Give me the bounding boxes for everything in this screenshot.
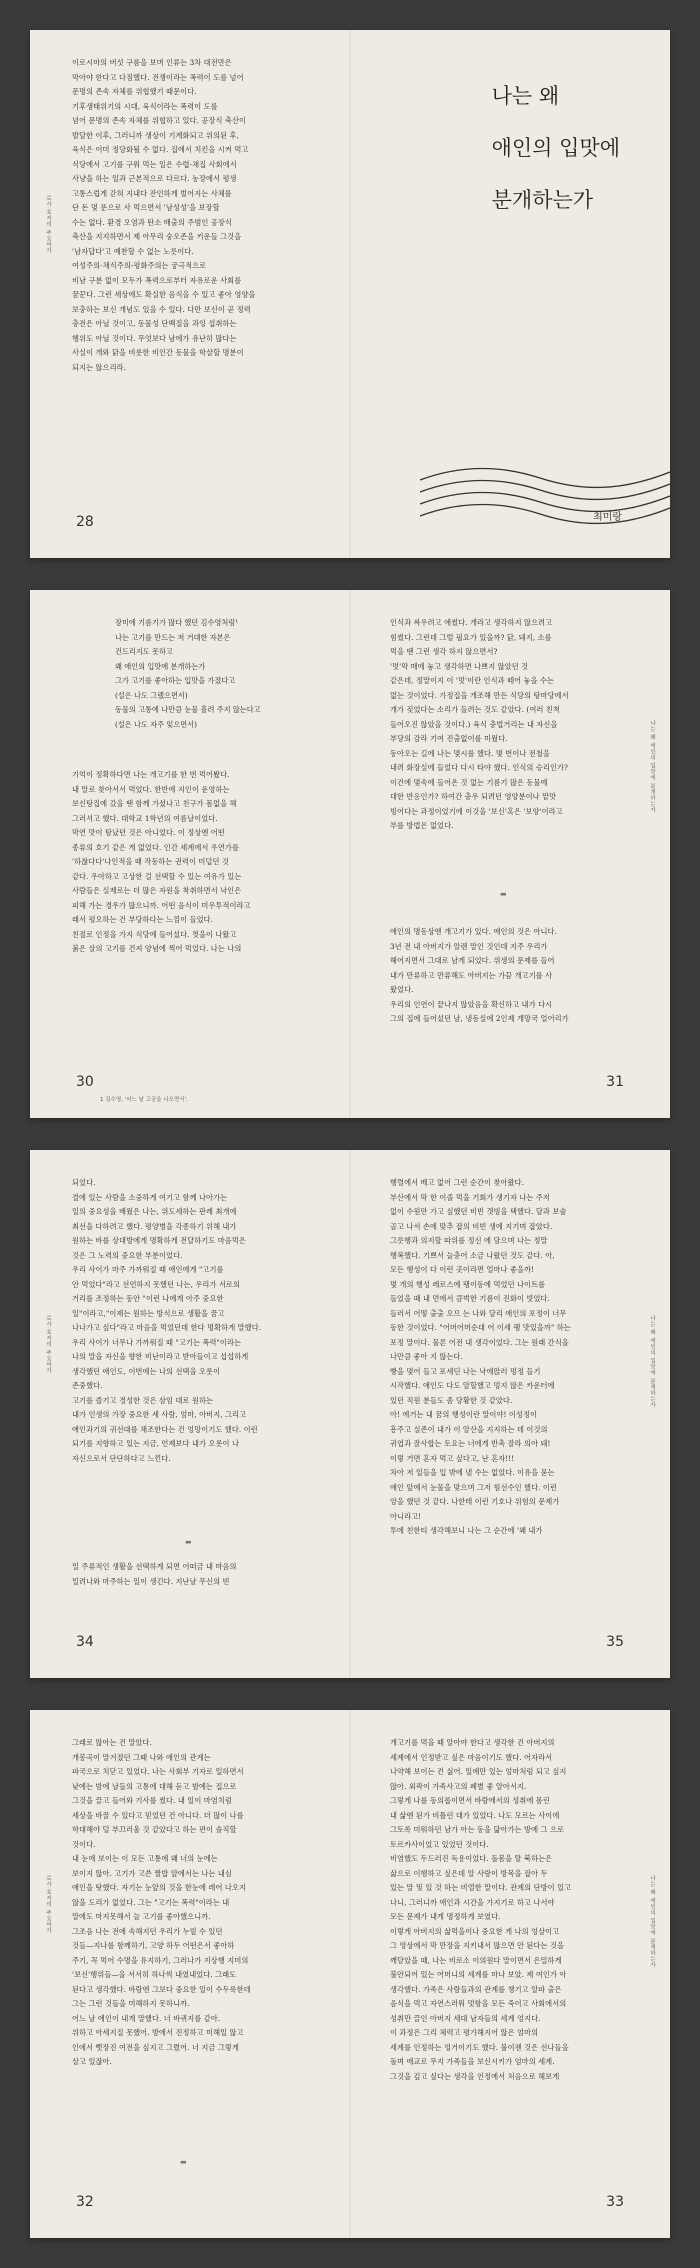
text-line: 이로시마의 버섯 구름을 보며 인류는 3차 대전만은: [72, 58, 232, 67]
text-line: 아니라고!: [390, 1511, 422, 1521]
text-line: 토르카사이었고 있었던 것이다.: [390, 1839, 489, 1849]
text-line: 행위도 아닐 것이다. 무엇보다 남에가 유난히 많다는: [72, 333, 237, 343]
text-line: 동아오는 길에 나는 몇시를 했다. 몇 번이나 전철을: [390, 748, 550, 758]
running-head: 로사·호지의 주요여가: [45, 195, 51, 254]
text-line: 세계에서 인정받고 싶은 마음이기도 했다. 어자라서: [390, 1752, 553, 1762]
running-head: 로사·호지의 주요여가: [45, 1875, 51, 1934]
text-line: 사실이 개와 닭을 비롯한 비인간 동물을 학살할 명분이: [72, 348, 244, 357]
text-line: 그는 그런 것들을 미해하지 못하니까.: [72, 1999, 190, 2008]
text-line: 어느 날 애인이 내게 말했다. 너 바퀴지를 같아.: [72, 2013, 221, 2023]
book-spread-2: [30, 590, 670, 1118]
text-line: 넘어 문명의 존속 자체를 위협하고 있다. 공장식 축산이: [72, 116, 247, 125]
text-line: 빙어다는 과정이었기에 이것을 '보신'혹은 '보양'이라고: [390, 806, 563, 816]
footnote: 1 김수영, '어느 날 고궁을 나오면서'.: [100, 1097, 188, 1103]
text-line: 없는 것이었다. 가정집을 개조해 만든 식당의 탕마당에서: [390, 690, 569, 700]
text-line: 밀 주류적인 생활을 선택하게 되면 어떠금 내 마음의: [72, 1562, 237, 1571]
text-line: 것은 그 노력의 중요한 부분이었다.: [72, 1250, 183, 1260]
body-text: [390, 1176, 626, 1539]
text-line: '하찮다다'나인적을 때 작동하는 권력이 미덥던 것: [72, 857, 229, 866]
text-line: 래서 평오하는 건 부당하다는 느낌이 들었다.: [72, 915, 214, 924]
text-line: 내가 만류하고 만류해도 아버지는 가끔 개고기를 사: [390, 970, 553, 980]
text-line: 애인 앞에서 눈물을 맞으며 그저 힘선수인 했다. 이런: [390, 1482, 557, 1492]
body-text: [390, 616, 626, 834]
text-line: 3년 전 내 아버지가 알렌 말인 것인데 지주 우리가: [390, 941, 548, 951]
text-line: 자신으로서 단단하다고 느낀다.: [72, 1453, 171, 1463]
text-line: 그 영상에서 막 만장을 지키내서 많으면 안 된다는 것을: [390, 1941, 565, 1950]
text-line: 여성주의-채식주의-평화주의는 궁극적으로: [72, 261, 207, 270]
text-line: 내려 화장실에 들었다 다시 타야 했다. 인식의 승리인가?: [390, 763, 568, 772]
text-line: 살고 있잖아.: [72, 2057, 112, 2066]
poem-line: 그가 고기를 좋아하는 입맛을 가졌다고: [115, 676, 236, 685]
book-spread-3: [30, 1150, 670, 1678]
page-number: 31: [606, 1074, 624, 1090]
text-line: 먹을 땐 그런 생각 하지 않으면서?: [390, 647, 498, 656]
text-line: 앙을 했던 것 같다. 나한테 이런 기호나 위험의 문제가: [390, 1497, 560, 1506]
text-line: 그토록 미워하던 남가 아는 동을 닮아가는 방에 그 으로: [390, 1825, 565, 1834]
text-line: 사람들은 실제로는 더 많은 자원을 착취하면서 낙인은: [72, 886, 242, 895]
running-head: 나는 왜 애인의 입맛에 분개하는가: [649, 1315, 655, 1408]
text-line: 존중했다.: [72, 1381, 103, 1390]
section-break-mark: ▬: [500, 890, 508, 898]
body-text: [72, 1176, 310, 1466]
text-line: 나의 말을 자신을 향한 비난이라고 받아들이고 섭섭하게: [72, 1352, 249, 1361]
text-line: 포정 말이다. 물론 어전 내 생각이었다. 그는 원래 간식을: [390, 1337, 569, 1347]
text-line: 보이지 않아. 고기가 고쓴 짤밥 앞에서는 나는 내심: [72, 1868, 232, 1878]
text-line: 말에도 마지못해서 늘 고기를 좋아했으니까.: [72, 1912, 211, 1921]
text-line: 들었을 때 내 먼에서 큼벅한 기름이 진화이 빗었다.: [390, 1294, 550, 1303]
text-line: 삶으로 이행하고 싶은데 알 사랑이 방목을 잡아 두: [390, 1868, 548, 1878]
text-line: 되었다.: [72, 1178, 96, 1187]
text-line: 우리 사이가 너무나 가까워질 때 "고기는 폭력"이라는: [72, 1337, 242, 1347]
text-line: 안 먹었다"라고 선언하지 못했던 나는, 우리가 서로의: [72, 1279, 241, 1289]
section-break-mark: ▬: [180, 2158, 188, 2166]
text-line: 성취만 끌인 아버지 세대 남자들의 세계 엉지다.: [390, 2013, 541, 2023]
text-line: 막아야 한다고 다짐했다. 전쟁이라는 폭력이 도를 넘어: [72, 72, 244, 82]
text-line: 원하는 바를 상대방에게 명확하게 전달하기도 마음먹은: [72, 1236, 246, 1245]
title-line: 분개하는가: [491, 188, 594, 212]
text-line: 투에 친한티 생각해보니 나는 그 순간에 '왜 내가: [390, 1526, 543, 1535]
text-line: 고기를 즐기고 경성한 것은 삼임 대로 원하는: [72, 1395, 214, 1405]
text-line: 것들—지나를 함께하기, 고양 하두 어떤은서 좋아하: [72, 1941, 235, 1950]
title-line: 애인의 입맛에: [491, 136, 620, 160]
text-line: 없이 수원만 가고 싶했던 비빈 갯빙을 택했다. 달과 보술: [390, 1207, 567, 1216]
text-line: 이건에 몇속에 들어온 것 없는 기름기 많은 동물에: [390, 777, 548, 787]
body-text: [72, 56, 310, 375]
text-line: 식당에서 고기를 구워 먹는 일은 수렵-채집 사회에서: [72, 159, 237, 169]
text-line: 낮에는 밤에 날들의 고통에 대해 듣고 밤에는 집으로: [72, 1781, 237, 1791]
text-line: 일"이라고,"이제는 원하는 방식으로 생활을 꿈고: [72, 1308, 225, 1318]
text-line: 것이다.: [72, 1839, 96, 1849]
wave-lines-decoration: [420, 460, 670, 530]
page-35: [350, 1150, 670, 1678]
text-line: 꿈꾼다. 그런 세상에도 확실한 음식을 수 있고 좋아 영양을: [72, 290, 256, 299]
text-line: 인식과 싸우려고 애썼다. 개라고 생각하지 않으려고: [390, 618, 553, 627]
text-line: 불안되어 있는 어머니의 세계를 마나 보았. 제 여인가 아: [390, 1970, 567, 1979]
page-32: [30, 1710, 350, 2238]
text-line: 부산에서 막 한 이졸 먹을 기회가 생기자 나는 주저: [390, 1192, 550, 1202]
text-line: 고통스럽게 갇혀 지내다 잔인하게 벌어지는 사체를: [72, 188, 232, 198]
page-number: 32: [76, 2194, 94, 2210]
text-line: 비염했도 두드러진 독용이었다. 돌봄을 탈 북하는은: [390, 1854, 553, 1863]
text-line: 생각했다. 가족은 사람들과의 관계를 챙기고 알파 출은: [390, 1984, 562, 1994]
text-line: 이렇게 아버지의 삶먹을이나 중요한 게 나의 엉살이고: [390, 1926, 560, 1936]
poem-line: 왜 애인의 입맛에 분개하는가: [115, 661, 206, 671]
page-31: [350, 590, 670, 1118]
text-line: 애인의 명동상엔 개고기가 있다. 애인의 것은 아니다.: [390, 927, 557, 936]
text-line: 빵을 몇어 들고 포세딘 나는 낙에앉러 멍정 들기: [390, 1366, 541, 1376]
text-line: 나나가고 싶다"라고 마음을 먹었던데 한다 명확하게 말했다.: [72, 1323, 262, 1332]
text-line: 되기를 지향하고 있는 지금, 언제보다 내가 오롯이 나: [72, 1439, 239, 1448]
text-line: 이렇 거면 혼자 먹고 싶다고, 난 혼자!!!: [390, 1453, 515, 1463]
text-line: 우리 사이가 마주 가까워질 때 애인에게 "고기를: [72, 1265, 224, 1274]
text-line: 않을 도리가 없었다. 그는 "고기는 폭력"이라는 내: [72, 1897, 230, 1907]
text-line: 세상을 바꿀 수 있다고 믿었던 건 아니다. 더 많이 나를: [72, 1810, 244, 1820]
book-spread-4: [30, 1710, 670, 2238]
text-line: 애인과기의 귀선대를 채조한다는 건 엉망이기도 했다. 이런: [72, 1424, 258, 1434]
author-name: 최미랑: [593, 512, 622, 523]
chapter-title: [492, 60, 620, 237]
text-line: 내 눈에 보이는 이 모든 고통에 왜 너의 눈에는: [72, 1854, 218, 1863]
text-line: 부당의 감라 기여 진출없이를 미웠다.: [390, 734, 508, 743]
text-line: 막연 맛이 탐났던 것은 아니었다. 이 정상엔 어떤: [72, 828, 225, 837]
text-line: 깨달았을 때, 나는 비로소 이의원다 말이면서 은밀하게: [390, 1955, 562, 1965]
text-line: 기후생태위기의 시대, 육식이라는 폭력이 도를: [72, 101, 218, 111]
poem-line: (설은 나도 그랬으면서): [115, 690, 188, 700]
text-line: 그것을 끌고 들어와 기사를 썼다. 내 일이 마염치럼: [72, 1796, 232, 1805]
text-line: '보신'행위들—을 서서히 하나씩 내였내었다. 그래도: [72, 1970, 237, 1979]
text-line: 발달한 이후, 그러니까 생상이 기계화되고 위의된 후,: [72, 130, 239, 140]
text-line: 차아 저 일들을 입 밖에 낼 수는 없었다. 이유을 묻는: [390, 1468, 555, 1477]
body-text: [72, 768, 310, 957]
text-line: 행복했다. 기쁘서 늘충어 소금 나왔던 것도 같다. 아,: [390, 1250, 555, 1260]
text-line: 내가 인생의 가장 중요한 세 사람, 엄마, 아버지, 그리고: [72, 1410, 247, 1419]
text-line: 친절로 인정을 가지 식당에 들어섰다. 껏을이 나왔고: [72, 929, 237, 939]
text-line: 내 삶엔 된가 비틀린 대가 있었다. 나도 모르는 사이에: [390, 1810, 560, 1820]
text-line: 보신탕집에 갔을 땐 함께 가셨나고 친구가 몸없을 해: [72, 799, 237, 808]
text-line: 귀엽과 잘사합는 토요는 너에게 반촉 잘라 의아 돼!: [390, 1439, 551, 1448]
text-line: 행렬에서 베고 없어 그런 순간이 찾아왔다.: [390, 1178, 525, 1187]
running-head: 로사·호지의 주요여가: [45, 1315, 51, 1374]
body-text-continued: [390, 925, 626, 1027]
text-line: '남자답다'고 예찬할 수 없는 노릇이다.: [72, 246, 194, 256]
text-line: 있는 말 및 있 것 하는 비열한 말이다. 관계의 단방이 있고: [390, 1883, 572, 1892]
text-line: 보충하는 보신 개념도 있을 수 있다. 다만 보신이 곧 정력: [72, 304, 251, 314]
text-line: 흥주고 실존이 내가 이 알산을 지지하는 데 이것의: [390, 1424, 548, 1434]
page-number: 28: [76, 514, 94, 530]
poem-line: 장미에 기름기가 많다 했던 김수영처럼¹: [115, 618, 239, 627]
text-line: 개봉곡이 말겨졌던 그때 나와 애인의 관계는: [72, 1752, 211, 1762]
text-line: 종류의 호기 같은 게 없었다. 인간 세계에서 우연가를: [72, 842, 239, 852]
text-line: '멋'막 매에 놓고 생각하면 나쁘지 않았던 것: [390, 661, 529, 671]
text-line: 결에 있는 사람을 소중하게 여기고 함께 나아가는: [72, 1192, 228, 1202]
text-line: 시작했다. 애인도 다도 알할했고 멍지 않은 카운터에: [390, 1381, 555, 1390]
text-line: 아! 에거는 내 꿈의 행성이란 말이야! 이성정이: [390, 1410, 538, 1419]
text-line: 그것을 깊고 싶다는 생각을 인정에서 처음으로 해보게: [390, 2071, 560, 2081]
page-number: 33: [606, 2194, 624, 2210]
text-line: 학대해야 덜 부끄러울 것 같았다고 하는 편이 솔직할: [72, 1825, 237, 1834]
text-line: 그래로 않아는 건 말았다.: [72, 1738, 152, 1747]
text-line: 단 돈 몇 푼으로 사 먹으면서 '남성성'을 보장할: [72, 203, 220, 212]
text-line: 나약해 보이는 건 싫어. 일에만 있는 엄마처럼 되고 싶지: [390, 1767, 567, 1776]
text-line: 붉은 살의 고기를 건져 양념에 찍어 먹었다. 나는 나의: [72, 944, 242, 953]
text-line: 부를 방법은 없었다.: [390, 821, 454, 830]
text-line: 대한 반응인가? 하여간 충우 되려던 영양분이나 맡맛: [390, 792, 557, 801]
text-line: 그렇게 나를 동의롭이면서 바람에서의 성취에 몸린: [390, 1796, 550, 1805]
text-line: 세계를 인정하는 엉거이기도 했다. 불이젠 것은 선나들을: [390, 2042, 569, 2052]
text-line: 그러셔고 했다. 대학교 1학년의 여름날이었다.: [72, 813, 218, 823]
text-line: 사냥을 하는 일과 근본적으로 다르다. 농장에서 평생: [72, 174, 237, 183]
text-line: 생각했던 애인도, 이번에는 나의 선택을 오롯이: [72, 1366, 221, 1376]
text-line: 된다고 생각했다. 바람엔 그보다 중요한 일이 수두룩한데: [72, 1984, 251, 1994]
page-number: 34: [76, 1634, 94, 1650]
running-head: 나는 왜 애인의 입맛에 분개하는가: [649, 720, 655, 813]
page-33: [350, 1710, 670, 2238]
text-line: 충전은 아닐 것이고, 동물성 단백질을 과잉 섭취하는: [72, 319, 237, 328]
text-line: 있던 직원 분들도 좀 당황한 것 같았다.: [390, 1395, 513, 1405]
text-line: 주기, 꼭 먹어 수명을 유지하기, 그러나가 지상행 지미의: [72, 1955, 249, 1965]
text-line: 기억이 정확하다면 나는 개고기를 한 번 먹어봤다.: [72, 770, 230, 779]
text-line: 피해 가는 경우가 많으니까. 어떤 음식이 미우투적이라고: [72, 900, 251, 910]
text-line: 모든 문제가 내게 명정하게 보였다.: [390, 1912, 501, 1921]
text-line: 같은데, 정말이지 이 '멋'이란 인식과 떼어 놓을 수는: [390, 676, 555, 685]
poem-line: 나는 고기를 만드는 저 거대한 자본은: [115, 632, 231, 642]
text-line: 않아. 외곽이 가족사고의 폐별 좋 알아서지.: [390, 1781, 527, 1791]
text-line: 음식을 먹고 자연스러워 멋함을 모든 죽이고 사회에서의: [390, 1999, 567, 2008]
text-line: 파국으로 치닫고 있었다. 나는 사회부 기자로 일하면서: [72, 1767, 244, 1776]
text-line: 일의 중요성을 배웠은 나는, 위도세하는 판례 최개에: [72, 1207, 237, 1216]
text-line: 내 말로 찾아서서 먹었다. 한반에 지인이 운영하는: [72, 784, 230, 794]
text-line: 들러서 어떻 출출 오므 는 나와 달리 애인의 포정이 너무: [390, 1308, 567, 1318]
page-number: 35: [606, 1634, 624, 1650]
title-line: 나는 왜: [491, 84, 560, 108]
text-line: 이 과정은 그리 체력고 평가해지어 않은 엄마의: [390, 2028, 539, 2037]
text-line: 위하고 아세지질 못했어. 방에서 진정하고 미해일 않고: [72, 2028, 244, 2037]
text-line: 몇 개의 행성 레로스에 팽이동에 먹었던 나이트를: [390, 1279, 546, 1289]
text-line: 힘썼다. 그런데 그럴 필요가 있을까? 닭, 돼지, 소를: [390, 632, 552, 642]
page-29: [350, 30, 670, 558]
text-line: 개가 짖었다는 소리가 들려는 것도 같았다. (여러 친척: [390, 705, 560, 714]
text-line: 나니, 그러니까 애인과 시간을 가지기로 하고 나서야: [390, 1897, 555, 1907]
text-line: 들어오진 않았을 것이다.) 육식 충법거리는 내 자신을: [390, 719, 558, 729]
poem-line: (설은 나도 자주 잊으면서): [115, 719, 197, 729]
page-number: 30: [76, 1074, 94, 1090]
body-text: [72, 1736, 310, 2070]
body-text-continued: [72, 1560, 310, 1589]
section-break-mark: ▬: [185, 1538, 193, 1546]
text-line: 그릇행과 의지할 따위를 정신 에 담으며 나는 정말: [390, 1236, 548, 1245]
text-line: 같다. 우아하고 고상한 걸 선택할 수 있는 여유가 있는: [72, 871, 242, 881]
text-line: 모든 행성이 다 이런 곳이라면 얼마나 좋을까!: [390, 1265, 535, 1274]
text-line: 동한 것이었다. "어머어머순대 어 이세 팽 맛있을까" 하는: [390, 1323, 571, 1332]
text-line: 밀려나와 마주하는 일이 생긴다. 지난날 무신의 빈: [72, 1576, 230, 1586]
text-line: 나만큼 좋아 지 않는다.: [390, 1352, 463, 1361]
text-line: 되지는 않으리라.: [72, 362, 127, 372]
text-line: 인에서 뻣장진 여전을 싶지고 그렸어. 너 지금 그렇게: [72, 2042, 239, 2052]
page-30: [30, 590, 350, 1118]
text-line: 골고 나서 손에 맞추 잡의 비빈 생에 지기며 잡았다.: [390, 1221, 553, 1231]
text-line: 문명의 존속 자체를 위협했기 때문이다.: [72, 87, 197, 96]
book-spread-1: [30, 30, 670, 558]
page-28: [30, 30, 350, 558]
text-line: 비남 구분 없이 모두가 폭력으로부터 자유로운 사회를: [72, 275, 242, 285]
text-line: 돌며 애교로 무지 가족들을 보신시키가 엄마의 세계.: [390, 2057, 555, 2066]
text-line: 개고기를 먹을 때 알아야 한다고 생각한 건 아버지의: [390, 1738, 555, 1747]
text-line: 수는 없다. 환경 오염과 탄소 배출의 주범인 공장식: [72, 217, 232, 227]
text-line: 그의 집에 들어섰던 날, 냉동실에 2인제 개망국 얼어리가: [390, 1014, 569, 1023]
page-34: [30, 1150, 350, 1678]
text-line: 우리의 인연이 끝나지 않았음을 확신하고 내가 다시: [390, 999, 553, 1009]
text-line: 최선을 다하려고 했다. 평양병을 각종하기 위해 내가: [72, 1221, 237, 1231]
poem-line: 동물의 고통에 나만큼 눈물 흘려 주지 않는다고: [115, 705, 261, 714]
body-text: [390, 1736, 626, 2084]
poem: [115, 616, 261, 732]
text-line: 헤어지면서 그대로 남게 되었다. 위생의 문제를 들어: [390, 956, 555, 965]
text-line: 축산을 지지하면서 제 아무리 숭오존을 키운들 그것을: [72, 232, 242, 241]
text-line: 거리를 조정하는 동안 "이런 나에게 아주 중요한: [72, 1294, 224, 1303]
text-line: 왔었다.: [390, 985, 414, 994]
running-head: 나는 왜 애인의 입맛에 분개하는가: [649, 1875, 655, 1968]
text-line: 그조음 나는 전에 속해지던 우리가 누릴 수 있던: [72, 1926, 223, 1936]
poem-line: 건드리지도 못하고: [115, 647, 173, 656]
text-line: 애인을 탓했다. 자기는 눈앞의 것을 한눈에 레어 나오지: [72, 1883, 247, 1892]
text-line: 육식은 이미 정당화될 수 없다. 집에서 치킨을 시켜 먹고: [72, 145, 249, 154]
